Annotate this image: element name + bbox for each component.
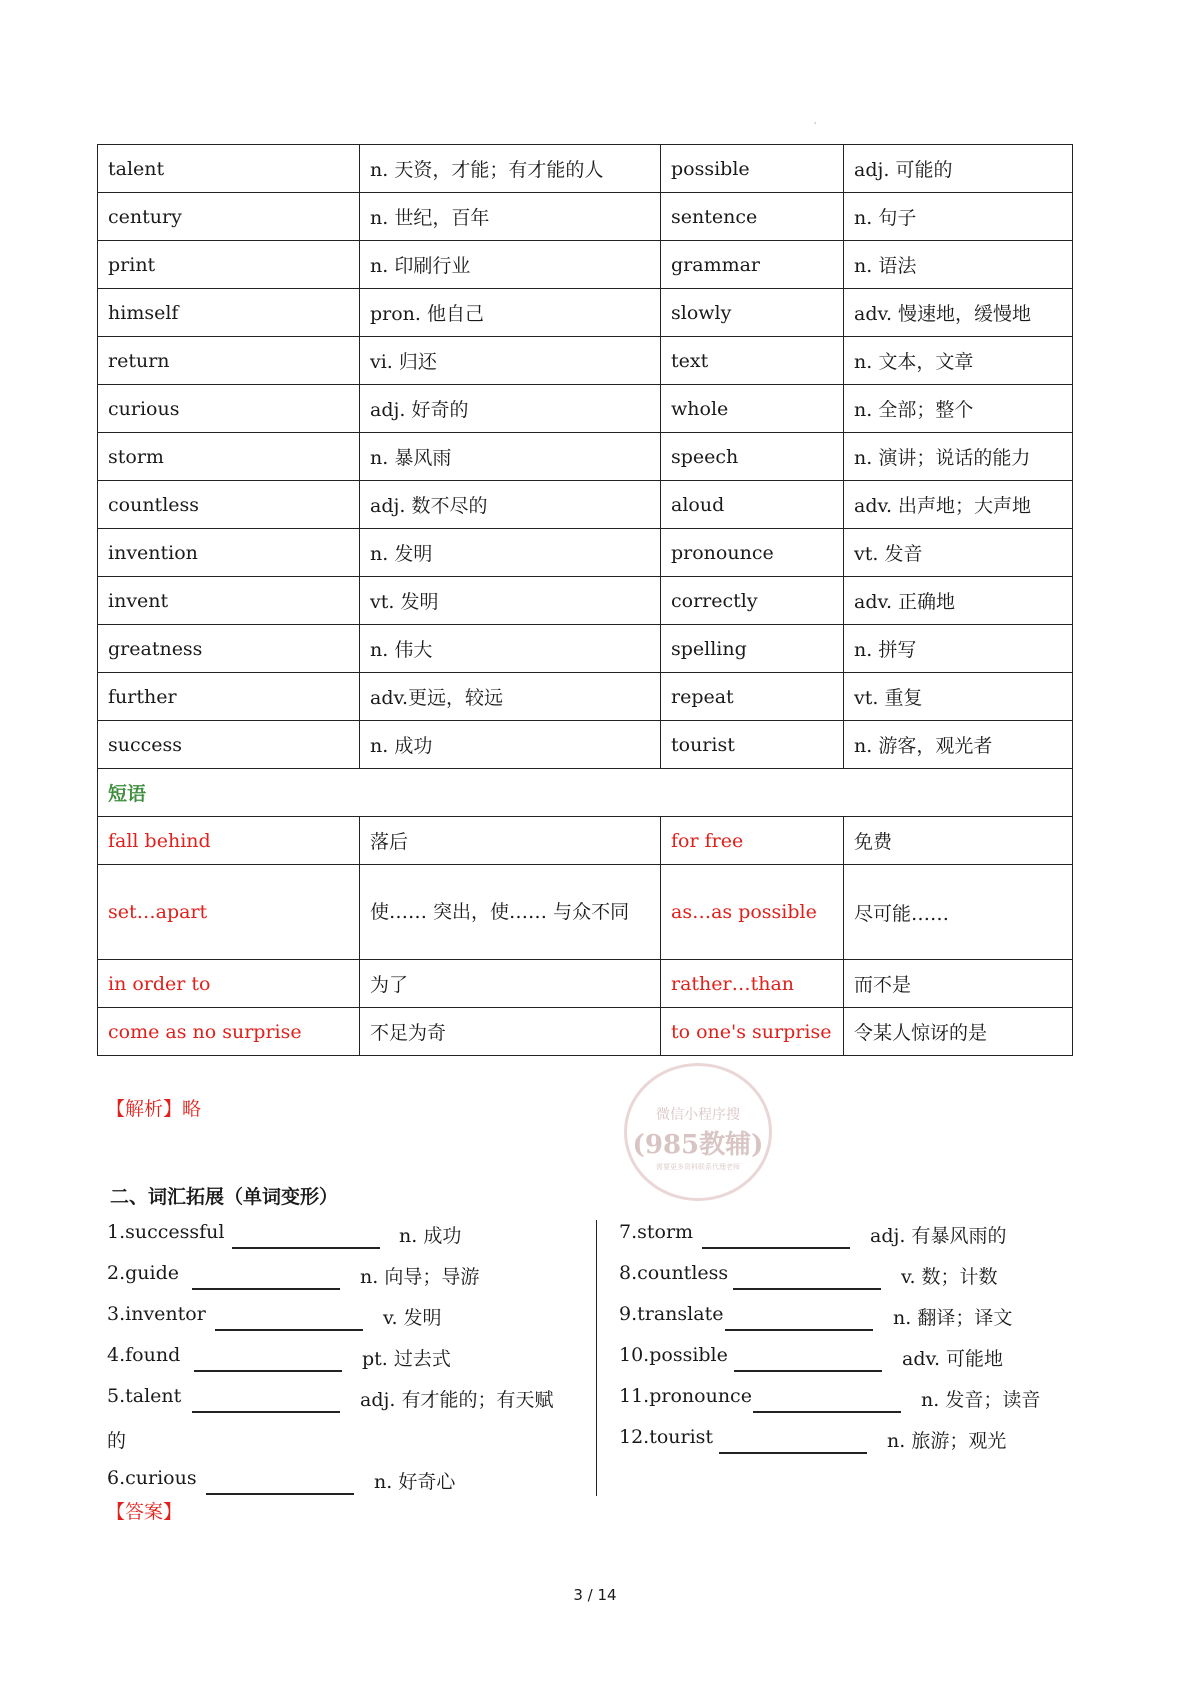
phrase-row (98, 817, 1073, 865)
word-cell: talent (98, 145, 360, 193)
phrase-meaning-cell: 使…… 突出，使…… 与众不同 (360, 865, 661, 960)
meaning-cell: n. 文本，文章 (844, 337, 1073, 385)
phrase-cell: to one's surprise (661, 1008, 844, 1056)
word-cell: spelling (661, 625, 844, 673)
meaning-cell: vt. 重复 (844, 673, 1073, 721)
answer-blank[interactable] (215, 1329, 363, 1331)
exercise-word: 1.successful (107, 1221, 225, 1243)
exercise-hint: n. 好奇心 (374, 1471, 456, 1493)
meaning-cell: n. 演讲；说话的能力 (844, 433, 1073, 481)
table-row (98, 433, 1073, 481)
answer-blank[interactable] (734, 1370, 882, 1372)
word-cell: aloud (661, 481, 844, 529)
answer-label: 【答案】 (106, 1501, 183, 1523)
meaning-cell: adj. 好奇的 (360, 385, 661, 433)
answer-blank[interactable] (733, 1288, 881, 1290)
word-cell: speech (661, 433, 844, 481)
table-row (98, 289, 1073, 337)
table-row (98, 625, 1073, 673)
exercise-word: 5.talent (107, 1385, 182, 1407)
word-cell: sentence (661, 193, 844, 241)
phrase-row (98, 865, 1073, 960)
exercise-hint: n. 成功 (399, 1225, 462, 1247)
phrase-cell: for free (661, 817, 844, 865)
exercise-hint: adj. 有暴风雨的 (870, 1225, 1007, 1247)
exercise-word: 6.curious (107, 1467, 197, 1489)
meaning-cell: adj. 可能的 (844, 145, 1073, 193)
meaning-cell: n. 发明 (360, 529, 661, 577)
table-row (98, 673, 1073, 721)
word-cell: print (98, 241, 360, 289)
stamp-line-1: 微信小程序搜 (656, 1107, 740, 1123)
table-row (98, 385, 1073, 433)
exercise-word: 10.possible (619, 1344, 728, 1366)
word-cell: storm (98, 433, 360, 481)
meaning-cell: adv. 出声地；大声地 (844, 481, 1073, 529)
phrase-meaning-cell: 尽可能…… (844, 865, 1073, 960)
phrase-cell: come as no surprise (98, 1008, 360, 1056)
table-row (98, 577, 1073, 625)
table-row (98, 481, 1073, 529)
phrase-row (98, 960, 1073, 1008)
word-cell: countless (98, 481, 360, 529)
word-cell: text (661, 337, 844, 385)
stamp-line-3: 需要更多资料联系代理老师 (656, 1163, 740, 1171)
stamp-line-2: (985教辅) (632, 1130, 764, 1160)
meaning-cell: n. 伟大 (360, 625, 661, 673)
meaning-cell: n. 印刷行业 (360, 241, 661, 289)
exercise-hint: n. 翻译；译文 (893, 1307, 1013, 1329)
answer-blank[interactable] (232, 1247, 380, 1249)
meaning-cell: vt. 发音 (844, 529, 1073, 577)
exercise-word: 7.storm (619, 1221, 694, 1243)
vocabulary-table (97, 144, 1073, 1056)
phrase-meaning-cell: 令某人惊讶的是 (844, 1008, 1073, 1056)
table-row (98, 241, 1073, 289)
word-cell: tourist (661, 721, 844, 769)
word-cell: invent (98, 577, 360, 625)
exercise-word: 2.guide (107, 1262, 180, 1284)
meaning-cell: adv.更远，较远 (360, 673, 661, 721)
word-cell: curious (98, 385, 360, 433)
table-row (98, 529, 1073, 577)
word-cell: possible (661, 145, 844, 193)
answer-blank[interactable] (192, 1288, 340, 1290)
meaning-cell: n. 暴风雨 (360, 433, 661, 481)
word-cell: century (98, 193, 360, 241)
phrase-heading-row (98, 769, 1073, 817)
word-cell: whole (661, 385, 844, 433)
exercise-word: 8.countless (619, 1262, 729, 1284)
word-cell: himself (98, 289, 360, 337)
word-cell: grammar (661, 241, 844, 289)
phrase-row (98, 1008, 1073, 1056)
answer-blank[interactable] (702, 1247, 850, 1249)
meaning-cell: n. 拼写 (844, 625, 1073, 673)
meaning-cell: pron. 他自己 (360, 289, 661, 337)
answer-blank[interactable] (719, 1452, 867, 1454)
table-row (98, 721, 1073, 769)
exercise-hint: adj. 有才能的；有天赋 (360, 1389, 554, 1411)
phrase-cell: in order to (98, 960, 360, 1008)
meaning-cell: n. 游客，观光者 (844, 721, 1073, 769)
word-cell: pronounce (661, 529, 844, 577)
exercise-word: 9.translate (619, 1303, 724, 1325)
meaning-cell: n. 全部；整个 (844, 385, 1073, 433)
exercise-hint-continued: 的 (107, 1430, 127, 1452)
watermark-stamp (624, 1063, 772, 1201)
word-cell: return (98, 337, 360, 385)
word-cell: invention (98, 529, 360, 577)
word-cell: slowly (661, 289, 844, 337)
exercise-hint: v. 发明 (383, 1307, 442, 1329)
exercise-hint: n. 发音；读音 (921, 1389, 1041, 1411)
page-number: 3 / 14 (573, 1586, 617, 1604)
section-title: 二、词汇拓展（单词变形） (110, 1186, 339, 1208)
meaning-cell: vt. 发明 (360, 577, 661, 625)
exercise-word: 11.pronounce (619, 1385, 752, 1407)
exercise-word: 3.inventor (107, 1303, 206, 1325)
column-divider (596, 1220, 597, 1496)
meaning-cell: adv. 正确地 (844, 577, 1073, 625)
meaning-cell: n. 语法 (844, 241, 1073, 289)
meaning-cell: n. 句子 (844, 193, 1073, 241)
word-cell: correctly (661, 577, 844, 625)
table-row (98, 145, 1073, 193)
phrase-heading: 短语 (98, 769, 1073, 817)
phrase-cell: rather…than (661, 960, 844, 1008)
exercise-hint: adv. 可能地 (902, 1348, 1004, 1370)
meaning-cell: vi. 归还 (360, 337, 661, 385)
exercise-word: 4.found (107, 1344, 181, 1366)
word-cell: greatness (98, 625, 360, 673)
word-cell: success (98, 721, 360, 769)
answer-blank[interactable] (194, 1370, 342, 1372)
word-cell: further (98, 673, 360, 721)
answer-blank[interactable] (206, 1493, 354, 1495)
phrase-meaning-cell: 不足为奇 (360, 1008, 661, 1056)
phrase-meaning-cell: 免费 (844, 817, 1073, 865)
exercise-hint: pt. 过去式 (362, 1348, 451, 1370)
table-row (98, 337, 1073, 385)
phrase-meaning-cell: 为了 (360, 960, 661, 1008)
answer-blank[interactable] (192, 1411, 340, 1413)
table-row (98, 193, 1073, 241)
meaning-cell: adj. 数不尽的 (360, 481, 661, 529)
phrase-cell: set…apart (98, 865, 360, 960)
meaning-cell: adv. 慢速地，缓慢地 (844, 289, 1073, 337)
analysis-label: 【解析】略 (106, 1098, 202, 1120)
answer-blank[interactable] (725, 1329, 873, 1331)
tick-mark: ' (814, 121, 817, 130)
phrase-meaning-cell: 而不是 (844, 960, 1073, 1008)
exercise-hint: n. 旅游；观光 (887, 1430, 1007, 1452)
phrase-meaning-cell: 落后 (360, 817, 661, 865)
exercise-hint: v. 数；计数 (901, 1266, 998, 1288)
phrase-cell: fall behind (98, 817, 360, 865)
word-cell: repeat (661, 673, 844, 721)
phrase-cell: as…as possible (661, 865, 844, 960)
answer-blank[interactable] (753, 1411, 901, 1413)
exercise-hint: n. 向导；导游 (360, 1266, 480, 1288)
meaning-cell: n. 成功 (360, 721, 661, 769)
exercise-word: 12.tourist (619, 1426, 714, 1448)
meaning-cell: n. 天资，才能；有才能的人 (360, 145, 661, 193)
meaning-cell: n. 世纪，百年 (360, 193, 661, 241)
